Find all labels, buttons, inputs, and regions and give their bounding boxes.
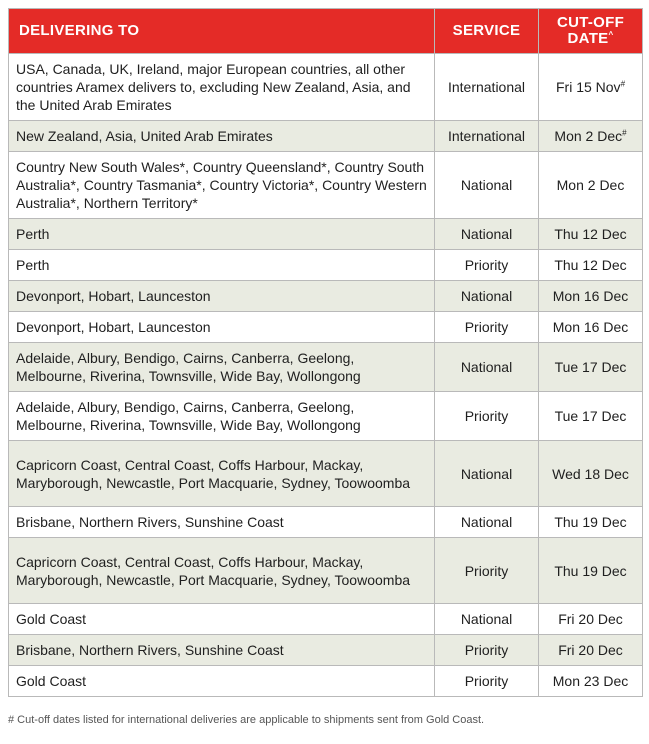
- cutoff-date-cell: [539, 604, 643, 635]
- cutoff-date-cell: [539, 635, 643, 666]
- cutoff-date-text: Fri 15 Nov: [555, 79, 621, 95]
- service-cell: National: [435, 219, 539, 250]
- table-row: [9, 281, 643, 312]
- cutoff-date-cell: [539, 121, 643, 152]
- destination-cell: Adelaide, Albury, Bendigo, Cairns, Canberra, Geelong, Melbourne, Riverina, Townsville, Wide Bay, Wollongong: [9, 343, 435, 392]
- cutoff-date-cell: [539, 392, 643, 441]
- service-cell: National: [435, 604, 539, 635]
- cutoff-date-cell: [539, 54, 643, 121]
- service-cell: International: [435, 54, 539, 121]
- cutoff-date-text: Mon 16 Dec: [552, 288, 629, 304]
- cutoff-date-text: Tue 17 Dec: [554, 408, 627, 424]
- table-row: [9, 250, 643, 281]
- table-row: [9, 152, 643, 219]
- table-body: [9, 54, 643, 697]
- cutoff-date-cell: [539, 441, 643, 507]
- cutoff-date-cell: [539, 666, 643, 697]
- service-cell: National: [435, 343, 539, 392]
- table-row: [9, 312, 643, 343]
- destination-cell: Country New South Wales*, Country Queensland*, Country South Australia*, Country Tasmania*, Country Victoria*, Country Western Australia*, Northern Territory*: [9, 152, 435, 219]
- header-cutoff-mark: ^: [608, 30, 614, 39]
- cutoff-date-cell: [539, 152, 643, 219]
- table-row: [9, 343, 643, 392]
- destination-cell: Devonport, Hobart, Launceston: [9, 281, 435, 312]
- cutoff-date-text: Thu 19 Dec: [554, 514, 627, 530]
- cutoff-date-text: Fri 20 Dec: [558, 611, 623, 627]
- table-row: [9, 121, 643, 152]
- destination-cell: Adelaide, Albury, Bendigo, Cairns, Canberra, Geelong, Melbourne, Riverina, Townsville, Wide Bay, Wollongong: [9, 392, 435, 441]
- cutoff-date-cell: [539, 250, 643, 281]
- header-cutoff-date: [539, 9, 643, 54]
- destination-cell: Gold Coast: [9, 666, 435, 697]
- cutoff-date-cell: [539, 312, 643, 343]
- table-row: [9, 441, 643, 507]
- cutoff-date-text: Thu 12 Dec: [554, 226, 627, 242]
- service-cell: International: [435, 121, 539, 152]
- service-cell: National: [435, 152, 539, 219]
- header-cutoff-line2: DATE: [567, 30, 609, 47]
- table-row: [9, 54, 643, 121]
- service-cell: Priority: [435, 312, 539, 343]
- destination-cell: Perth: [9, 219, 435, 250]
- service-cell: Priority: [435, 538, 539, 604]
- cutoff-date-cell: [539, 281, 643, 312]
- table-row: [9, 604, 643, 635]
- cutoff-date-text: Wed 18 Dec: [552, 465, 629, 482]
- table-row: [9, 538, 643, 604]
- service-cell: National: [435, 281, 539, 312]
- service-cell: Priority: [435, 635, 539, 666]
- cutoff-date-text: Fri 20 Dec: [558, 642, 623, 658]
- cutoff-date-cell: [539, 219, 643, 250]
- cutoff-date-cell: [539, 538, 643, 604]
- header-delivering-to: DELIVERING TO: [9, 9, 435, 54]
- service-cell: Priority: [435, 392, 539, 441]
- cutoff-date-text: Mon 2 Dec: [556, 177, 625, 193]
- cutoff-date-mark: #: [620, 79, 626, 89]
- destination-cell: New Zealand, Asia, United Arab Emirates: [9, 121, 435, 152]
- service-cell: Priority: [435, 666, 539, 697]
- header-cutoff-line1: CUT-OFF: [556, 14, 625, 31]
- cutoff-date-text: Mon 2 Dec: [554, 128, 623, 144]
- destination-cell: Brisbane, Northern Rivers, Sunshine Coast: [9, 507, 435, 538]
- header-service: SERVICE: [435, 9, 539, 54]
- destination-cell: Brisbane, Northern Rivers, Sunshine Coast: [9, 635, 435, 666]
- destination-cell: Capricorn Coast, Central Coast, Coffs Harbour, Mackay, Maryborough, Newcastle, Port Macquarie, Sydney, Toowoomba: [9, 538, 435, 604]
- header-row: [9, 9, 643, 54]
- cutoff-date-text: Mon 23 Dec: [552, 673, 629, 689]
- table-row: [9, 507, 643, 538]
- destination-cell: Capricorn Coast, Central Coast, Coffs Harbour, Mackay, Maryborough, Newcastle, Port Macquarie, Sydney, Toowoomba: [9, 441, 435, 507]
- service-cell: National: [435, 441, 539, 507]
- service-cell: Priority: [435, 250, 539, 281]
- cutoff-date-mark: #: [622, 128, 627, 138]
- destination-cell: Gold Coast: [9, 604, 435, 635]
- cutoff-date-cell: [539, 507, 643, 538]
- cutoff-date-text: Mon 16 Dec: [552, 319, 629, 335]
- delivery-cutoff-table: [8, 8, 643, 697]
- cutoff-date-text: Tue 17 Dec: [554, 359, 627, 375]
- destination-cell: Perth: [9, 250, 435, 281]
- cutoff-date-text: Thu 19 Dec: [554, 562, 627, 579]
- destination-cell: Devonport, Hobart, Launceston: [9, 312, 435, 343]
- table-row: [9, 635, 643, 666]
- cutoff-date-cell: [539, 343, 643, 392]
- service-cell: National: [435, 507, 539, 538]
- table-row: [9, 219, 643, 250]
- table-row: [9, 666, 643, 697]
- destination-cell: USA, Canada, UK, Ireland, major European countries, all other countries Aramex delivers to, excluding New Zealand, Asia, and the United Arab Emirates: [9, 54, 435, 121]
- cutoff-date-text: Thu 12 Dec: [554, 257, 627, 273]
- table-row: [9, 392, 643, 441]
- footnote: # Cut-off dates listed for international deliveries are applicable to shipments sent from Gold Coast.: [8, 714, 485, 726]
